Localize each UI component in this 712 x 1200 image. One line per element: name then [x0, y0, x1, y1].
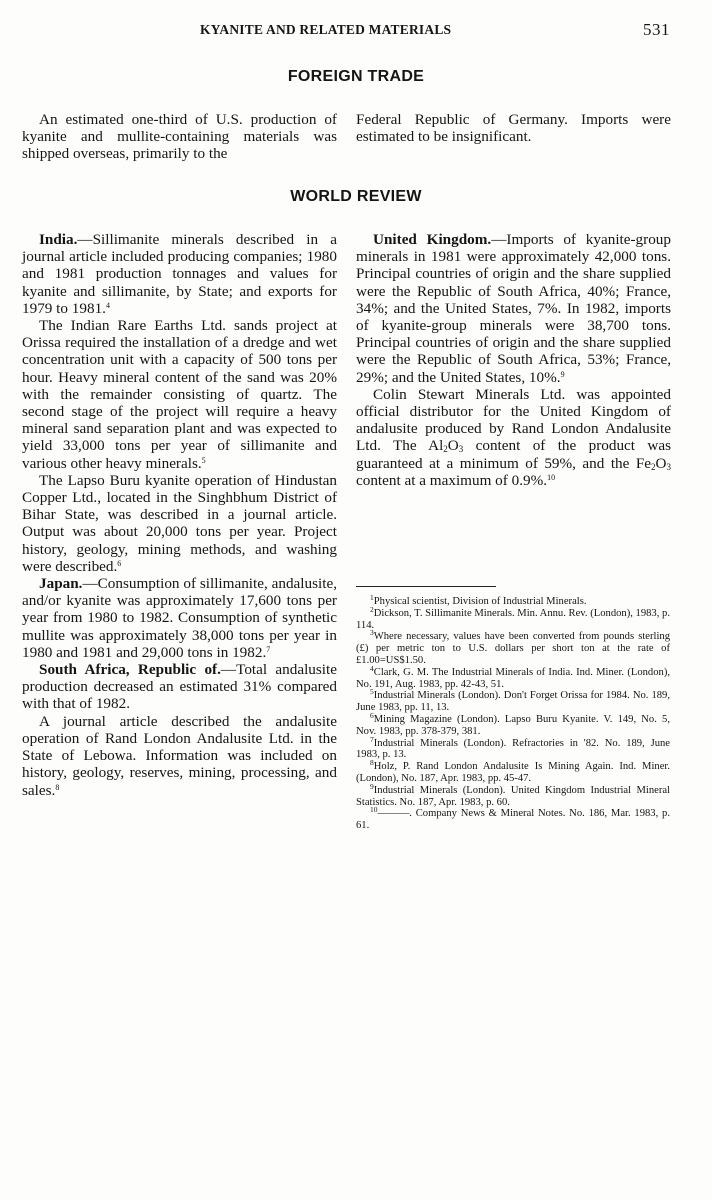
footnote — [356, 710, 670, 738]
world-review-heading: WORLD REVIEW — [290, 188, 422, 205]
foreign-trade-paragraph-left: An estimated one-third of U.S. production of kyanite and mullite-containing materials was shipped overseas, primarily to the — [22, 111, 337, 163]
india-paragraph-3 — [22, 472, 337, 575]
footnote-ref: 8 — [55, 782, 60, 792]
subscript: 3 — [458, 444, 464, 455]
footnote-number: 8 — [370, 758, 374, 768]
footnote — [356, 805, 670, 832]
footnote-ref: 9 — [560, 369, 565, 379]
footnote-number: 1 — [370, 593, 374, 602]
footnote-number: 7 — [370, 734, 374, 744]
foreign-trade-heading: FOREIGN TRADE — [287, 68, 425, 85]
india-text-1: —Sillimanite minerals described in a journal article included producing companies; 1980 and 1981 production tonnages and values for kyanite and sillimanite, by State; and exports for 1979 to 1981. — [22, 231, 337, 317]
uk-text-2e: content at a maximum of 0.9%. — [356, 471, 548, 489]
footnote-number: 9 — [370, 781, 374, 791]
footnote — [356, 604, 670, 632]
footnote — [356, 758, 670, 785]
subscript: 2 — [443, 444, 448, 455]
footnote-number: 6 — [370, 710, 374, 720]
uk-lead: United Kingdom. — [373, 231, 492, 248]
japan-paragraph — [22, 575, 337, 661]
footnote-text: Mining Magazine (London). Lapso Buru Kyanite. V. 149, No. 5, Nov. 1983, pp. 378-379, 381. — [356, 713, 670, 737]
india-paragraph-2 — [22, 317, 337, 472]
footnote — [356, 781, 670, 809]
foreign-trade-paragraph-right: Federal Republic of Germany. Imports were estimated to be insignificant. — [356, 111, 671, 146]
footnote-number: 3 — [370, 628, 374, 638]
footnote-text: Physical scientist, Division of Industrial Minerals. — [373, 596, 587, 607]
subscript: 2 — [651, 461, 656, 472]
footnote-number: 5 — [370, 687, 374, 697]
india-text-2: The Indian Rare Earths Ltd. sands project at Orissa required the installation of a dredge and wet concentration unit with a capacity of 500 tons per hour. Heavy mineral content of the sand was 20% with the remainder consisting of quartz. The second stage of the project will require a heavy mineral sand separation plant and was expected to yield 33,000 tons per year of sillimanite and various other heavy minerals. — [22, 317, 337, 472]
uk-text-2d: O — [655, 454, 667, 472]
south-africa-text-2: A journal article described the andalusite operation of Rand London Andalusite Ltd. in the State of Lebowa. Information was included on history, geology, reserves, mining, processing, and sales. — [22, 712, 337, 799]
footnote-text: Industrial Minerals (London). Refractories in '82. No. 189, June 1983, p. 13. — [356, 737, 670, 761]
footnote — [356, 687, 670, 714]
india-lead: India. — [39, 231, 78, 248]
footnote — [356, 628, 670, 666]
footnote — [356, 734, 670, 762]
footnote-number: 4 — [370, 663, 374, 673]
uk-text-2c: content of the product was guaranteed at a minimum of 59%, and the Fe — [356, 437, 671, 472]
running-title: KYANITE AND RELATED MATERIALS — [200, 22, 452, 37]
south-africa-lead: South Africa, Republic of. — [39, 661, 221, 679]
world-review-left-column — [22, 231, 337, 799]
uk-paragraph-1 — [356, 231, 671, 386]
foreign-trade-left-column — [22, 111, 337, 163]
page-number: 531 — [643, 20, 670, 39]
footnote-ref: 5 — [201, 455, 206, 465]
uk-text-2b: O — [447, 437, 459, 455]
footnote-ref: 4 — [105, 300, 110, 310]
footnote-text: Where necessary, values have been converted from pounds sterling (£) per metric ton to U.S. dollars per short ton at the rate of £1.00=US$1.50. — [356, 631, 670, 666]
footnotes — [356, 593, 670, 832]
south-africa-paragraph-2 — [22, 713, 337, 799]
uk-paragraph-2 — [356, 386, 671, 489]
footnote-text: Clark, G. M. The Industrial Minerals of India. Ind. Miner. (London), No. 191, Aug. 1983, pp. 42-43, 51. — [356, 666, 670, 690]
footnote-ref: 6 — [117, 558, 122, 568]
footnote-ref: 7 — [266, 644, 271, 654]
south-africa-text-1: —Total andalusite production decreased an estimated 31% compared with that of 1982. — [22, 661, 337, 713]
japan-lead: Japan. — [39, 575, 83, 593]
uk-text-1: —Imports of kyanite-group minerals in 1981 were approximately 42,000 tons. Principal countries of origin and the share supplied were the Republic of South Africa, 40%; France, 34%; and the United States, 7%. In 1982, imports of kyanite-group minerals were 38,700 tons. Principal countries of origin and the share supplied were the Republic of South Africa, 53%; France, 29%; and the United States, 10%. — [356, 231, 671, 386]
subscript: 3 — [666, 461, 671, 472]
footnote-divider — [356, 586, 496, 587]
india-paragraph-1 — [22, 231, 337, 317]
footnote-number: 10 — [370, 805, 378, 815]
footnote — [356, 593, 670, 608]
footnote-text: Industrial Minerals (London). United Kingdom Industrial Mineral Statistics. No. 187, Apr. 1983, p. 60. — [356, 784, 670, 808]
footnote-text: Industrial Minerals (London). Don't Forget Orissa for 1984. No. 189, June 1983, pp. 11, 13. — [356, 690, 670, 714]
south-africa-paragraph-1 — [22, 661, 337, 713]
footnote-ref: 10 — [547, 472, 556, 482]
world-review-right-column — [356, 231, 671, 489]
footnote-text: Holz, P. Rand London Andalusite Is Mining Again. Ind. Miner. (London), No. 187, Apr. 1983, pp. 45-47. — [356, 761, 670, 784]
japan-text: —Consumption of sillimanite, andalusite, and/or kyanite was approximately 17,600 tons per year from 1980 to 1982. Consumption of synthetic mullite was approximately 38,000 tons per year in 1980 and 1981 and 29,000 tons in 1982. — [22, 575, 337, 661]
india-text-3: The Lapso Buru kyanite operation of Hindustan Copper Ltd., located in the Singhbhum District of Bihar State, was described in a journal article. Output was about 20,000 tons per year. Project history, geology, mining methods, and washing were described. — [22, 471, 337, 575]
foreign-trade-right-column — [356, 111, 671, 145]
footnote-number: 2 — [370, 604, 374, 614]
footnote — [356, 663, 670, 691]
footnote-text: Dickson, T. Sillimanite Minerals. Min. Annu. Rev. (London), 1983, p. 114. — [356, 607, 670, 631]
uk-text-2a: Colin Stewart Minerals Ltd. was appointed official distributor for the United Kingdom of andalusite produced by Rand London Andalusite Ltd. The Al — [356, 385, 671, 455]
footnote-text: ———. Company News & Mineral Notes. No. 186, Mar. 1983, p. 61. — [356, 808, 670, 832]
